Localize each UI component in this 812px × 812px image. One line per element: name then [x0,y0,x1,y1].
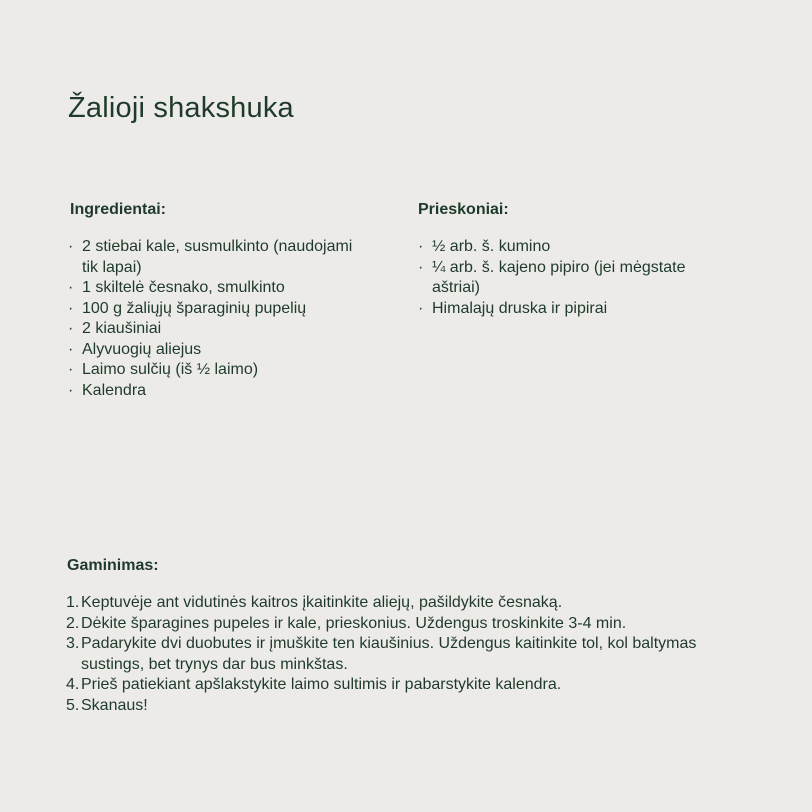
recipe-title: Žalioji shakshuka [68,92,294,124]
method-heading: Gaminimas: [67,557,159,574]
step-item: 1. Keptuvėje ant vidutinės kaitros įkaitinkite aliejų, pašildykite česnaką. [66,594,563,611]
method-steps [66,593,716,716]
list-item: · Kalendra [68,381,147,399]
step-item: 5. Skanaus! [66,696,148,714]
list-item: · ¼ arb. š. kajeno pipiro (jei mėgstate aštriai) [418,258,686,296]
list-item: · Alyvuogių aliejus [68,340,202,358]
ingredients-heading: Ingredientai: [70,201,167,218]
list-item: · ½ arb. š. kumino [418,238,551,255]
list-item: · 100 g žaliųjų šparaginių pupelių [68,299,307,317]
step-item: 3. Padarykite dvi duobutes ir įmuškite ten kiaušinius. Uždengus kaitinkite tol, kol baltymas sustings, bet trynys dar bus minkštas. [66,635,697,673]
list-item: · 2 kiaušiniai [68,320,162,337]
spices-heading: Prieskoniai: [418,201,509,218]
list-item: · 2 stiebai kale, susmulkinto (naudojami tik lapai) [68,238,353,276]
spices-list [418,237,718,319]
list-item: · Himalajų druska ir pipirai [418,299,608,317]
step-item: 2. Dėkite šparagines pupeles ir kale, prieskonius. Uždengus troskinkite 3-4 min. [66,614,627,632]
list-item: · 1 skiltelė česnako, smulkinto [68,279,285,296]
list-item: · Laimo sulčių (iš ½ laimo) [68,361,259,378]
step-item: 4. Prieš patiekiant apšlakstykite laimo sultimis ir pabarstykite kalendra. [66,676,562,693]
ingredients-list [68,237,368,401]
